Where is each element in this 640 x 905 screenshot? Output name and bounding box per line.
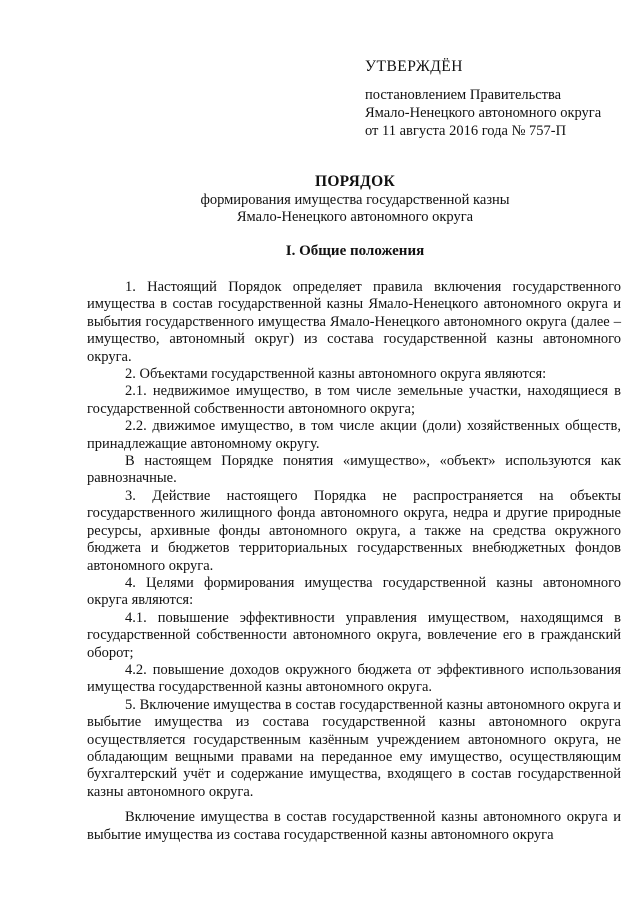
paragraph-5: 5. Включение имущества в состав государственной казны автономного округа и выбытие имущества из состава государственной казны автономного округа осуществляется государственным казённым учреждением автономного округа, не обладающим вещными правами на переданное ему имущество, осуществляющим бухгалтерский учёт и содержание имущества, входящего в состав государственной казны автономного округа. — [87, 696, 621, 800]
document-title: ПОРЯДОК — [314, 173, 396, 190]
paragraph-2-2: 2.2. движимое имущество, в том числе акции (доли) хозяйственных обществ, принадлежащие автономному округу. — [87, 418, 621, 452]
paragraph-4-2: 4.2. повышение доходов окружного бюджета от эффективного использования имущества государственной казны автономного округа. — [87, 661, 621, 696]
document-subtitle-1: формирования имущества государственной казны — [200, 192, 510, 208]
document-subtitle-2: Ямало-Ненецкого автономного округа — [236, 209, 474, 225]
document-title-block — [80, 172, 630, 226]
approval-line-3: от 11 августа 2016 года № 757-П — [365, 123, 567, 139]
paragraph-4-1: 4.1. повышение эффективности управления имуществом, находящимся в государственной собственности автономного округа, вовлечение его в гражданский оборот; — [87, 609, 621, 661]
paragraph-1: 1. Настоящий Порядок определяет правила включения государственного имущества в состав государственной казны Ямало-Ненецкого автономного округа и выбытия государственного имущества Ямало-Ненецкого автономного округа (далее – имущество, автономный округ) из состава государственной казны автономного округа. — [87, 279, 621, 365]
paragraph-5-continuation: Включение имущества в состав государственной казны автономного округа и выбытие имущества из состава государственной казны автономного округа — [87, 809, 621, 843]
approval-block — [365, 58, 625, 140]
paragraph-4: 4. Целями формирования имущества государственной казны автономного округа являются: — [87, 574, 621, 609]
paragraph-2-1: 2.1. недвижимое имущество, в том числе земельные участки, находящиеся в государственной собственности автономного округа; — [87, 383, 621, 417]
paragraph-3: 3. Действие настоящего Порядка не распространяется на объекты государственного жилищного фонда автономного округа, недра и другие природные ресурсы, архивные фонды автономного округа, а также на средства окружного бюджета и бюджетов территориальных государственных внебюджетных фондов автономного округа. — [87, 487, 621, 574]
document-body — [87, 279, 621, 844]
approval-line-1: постановлением Правительства — [365, 87, 562, 103]
section-heading: I. Общие положения — [285, 243, 425, 259]
approval-stamp: УТВЕРЖДЁН — [365, 58, 463, 75]
paragraph-definitions: В настоящем Порядке понятия «имущество», «объект» используются как равнозначные. — [87, 453, 621, 487]
approval-line-2: Ямало-Ненецкого автономного округа — [365, 105, 602, 121]
paragraph-2: 2. Объектами государственной казны автономного округа являются: — [125, 366, 547, 383]
